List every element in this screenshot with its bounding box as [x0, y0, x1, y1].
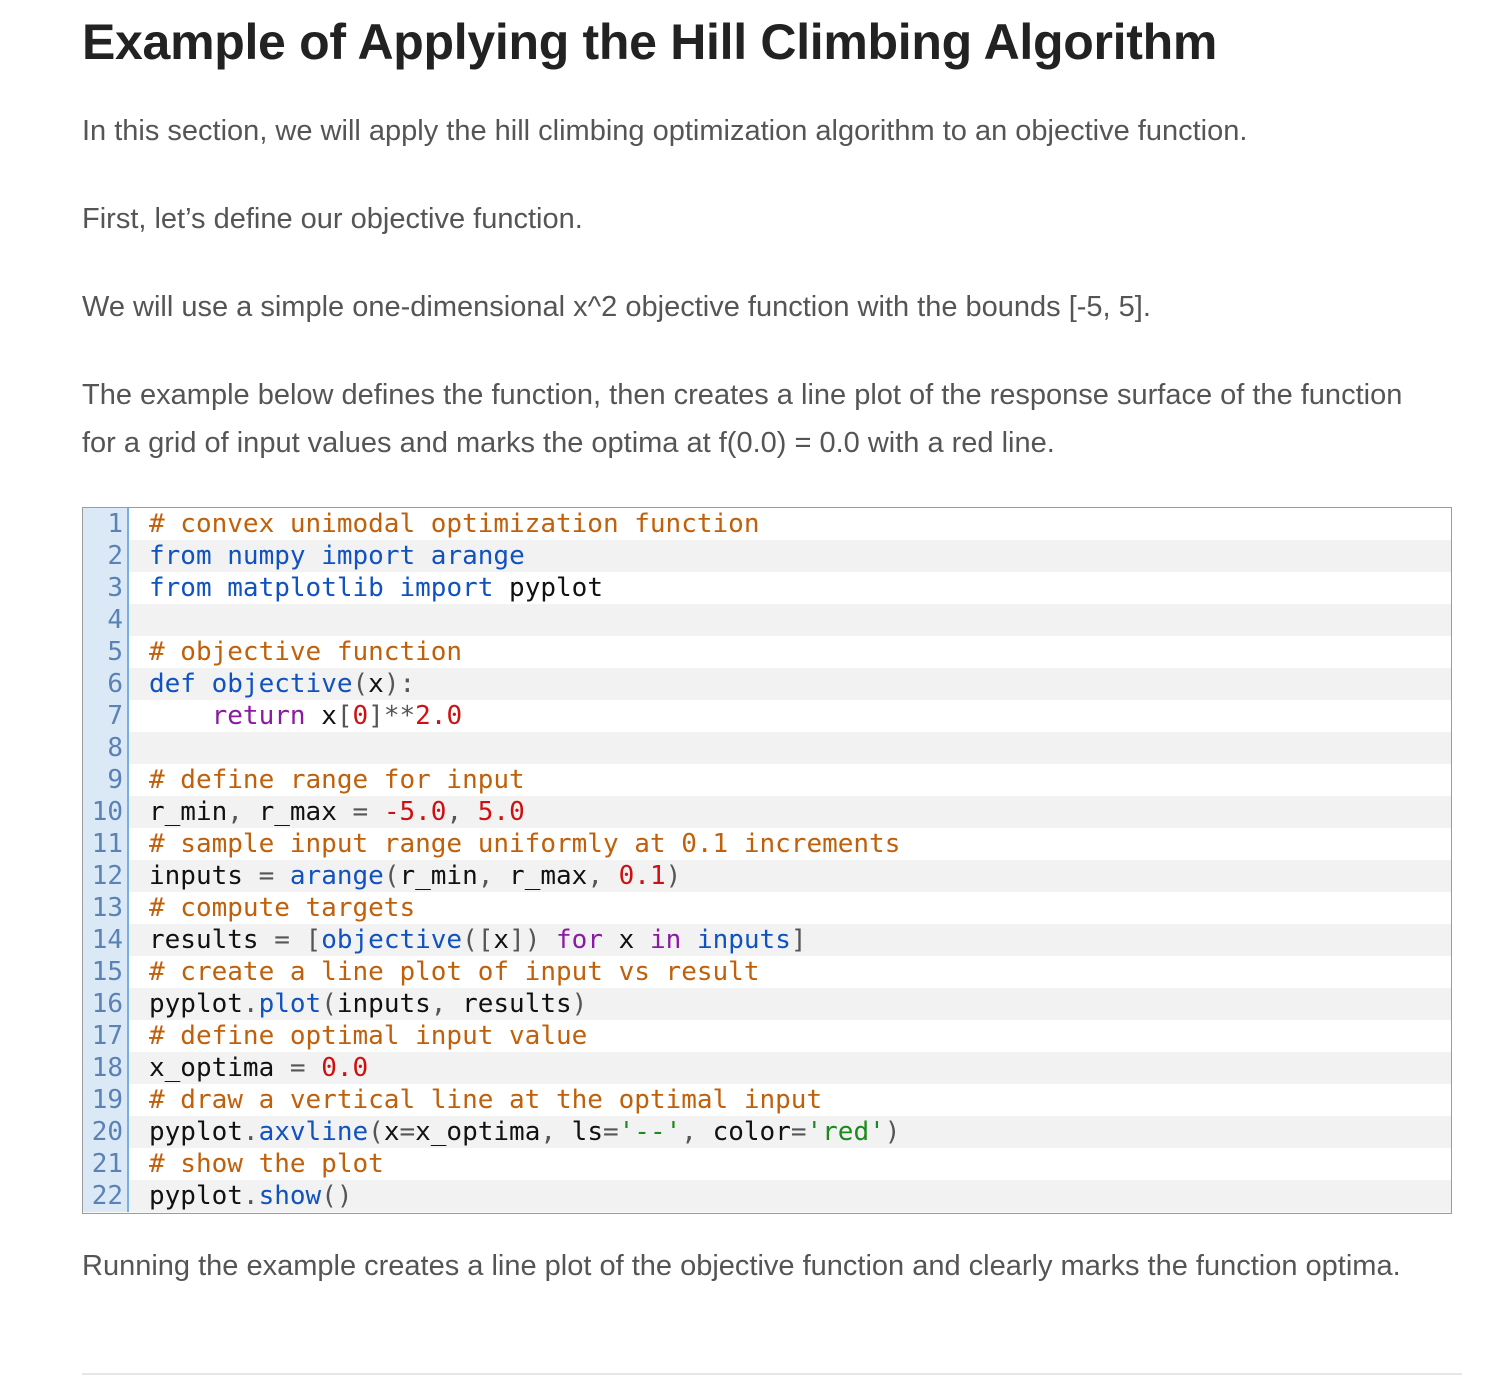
code-token: 5.0 — [477, 797, 525, 827]
code-token — [368, 797, 384, 827]
code-text — [149, 924, 807, 956]
example-paragraph: The example below defines the function, then creates a line plot of the response surface of the function for a grid of input values and marks the optima at f(0.0) = 0.0 with a red line. — [82, 379, 1403, 459]
code-token — [540, 925, 556, 955]
code-token: inputs — [696, 925, 791, 955]
code-token: results — [446, 989, 572, 1019]
code-token: # convex unimodal optimization function — [149, 509, 760, 539]
code-token — [212, 573, 228, 603]
code-token: ) — [884, 1117, 901, 1147]
code-token: # compute targets — [149, 893, 416, 923]
line-number: 15 — [83, 956, 129, 988]
line-number: 11 — [83, 828, 129, 860]
code-line — [83, 732, 1451, 764]
code-token: , — [227, 797, 243, 827]
line-number: 5 — [83, 636, 129, 668]
code-line — [83, 572, 1451, 604]
code-token: objective — [321, 925, 463, 955]
code-token: x — [383, 1117, 400, 1147]
code-line — [83, 860, 1451, 892]
line-number: 17 — [83, 1020, 129, 1052]
code-line — [83, 540, 1451, 572]
code-line — [83, 1148, 1451, 1180]
code-text — [149, 668, 415, 700]
code-text — [149, 988, 587, 1020]
code-line — [83, 988, 1451, 1020]
code-token: x_optima — [149, 1053, 290, 1083]
code-token: # objective function — [149, 637, 463, 667]
code-text — [149, 1084, 822, 1116]
code-text — [149, 636, 462, 668]
line-number: 12 — [83, 860, 129, 892]
code-line — [83, 892, 1451, 924]
code-token: , — [446, 797, 463, 827]
code-token: r_max — [493, 861, 588, 891]
code-line — [83, 764, 1451, 796]
code-token: [ — [305, 925, 322, 955]
code-token: # create a line plot of input vs result — [149, 957, 760, 987]
code-text — [149, 956, 759, 988]
code-line — [83, 1052, 1451, 1084]
code-token — [149, 701, 212, 731]
code-token: , — [477, 861, 494, 891]
code-token: 0.0 — [321, 1053, 369, 1083]
result-paragraph: Running the example creates a line plot of the objective function and clearly marks the function optima. — [82, 1250, 1401, 1282]
code-token: x_optima — [415, 1117, 541, 1147]
code-token: = — [602, 1117, 619, 1147]
section-heading: Example of Applying the Hill Climbing Algorithm — [82, 14, 1217, 70]
code-token — [603, 861, 619, 891]
code-line — [83, 1020, 1451, 1052]
code-token: return — [211, 701, 306, 731]
code-token: from — [149, 573, 212, 603]
code-token: plot — [258, 989, 322, 1019]
code-text — [149, 828, 900, 860]
code-text — [149, 892, 415, 924]
code-token: ([ — [462, 925, 494, 955]
code-token: ( — [352, 669, 369, 699]
code-token: import — [399, 573, 494, 603]
code-token: pyplot — [149, 989, 243, 1019]
line-number: 14 — [83, 924, 129, 956]
code-token: x — [493, 925, 510, 955]
code-block[interactable] — [82, 507, 1452, 1214]
line-number: 19 — [83, 1084, 129, 1116]
code-token: x — [603, 925, 650, 955]
code-token: , — [681, 1117, 697, 1147]
code-text — [149, 572, 603, 604]
code-token — [681, 925, 697, 955]
code-token: results — [149, 925, 275, 955]
bounds-paragraph: We will use a simple one-dimensional x^2 objective function with the bounds [-5, 5]. — [82, 291, 1151, 323]
code-token: r_min — [149, 797, 228, 827]
code-token: = — [258, 861, 275, 891]
code-line — [83, 828, 1451, 860]
code-token: , — [540, 1117, 557, 1147]
code-token — [290, 925, 306, 955]
code-token: , — [587, 861, 603, 891]
line-number: 22 — [83, 1180, 129, 1212]
code-token: r_max — [242, 797, 353, 827]
line-number: 18 — [83, 1052, 129, 1084]
line-number: 20 — [83, 1116, 129, 1148]
code-line — [83, 508, 1451, 540]
code-token: def — [149, 669, 196, 699]
code-token: arange — [430, 541, 525, 571]
code-text — [149, 540, 525, 572]
code-token: 0.1 — [618, 861, 666, 891]
code-line — [83, 668, 1451, 700]
code-text — [149, 764, 525, 796]
code-token: pyplot — [149, 1117, 243, 1147]
code-text — [149, 796, 525, 828]
code-token: from — [149, 541, 212, 571]
code-line — [83, 956, 1451, 988]
code-line — [83, 924, 1451, 956]
code-token: x — [368, 669, 384, 699]
code-token: ) — [571, 989, 588, 1019]
code-token: ( — [383, 861, 400, 891]
section-divider — [82, 1373, 1462, 1375]
line-number: 9 — [83, 764, 129, 796]
code-token — [306, 1053, 322, 1083]
code-line — [83, 636, 1451, 668]
code-token — [462, 797, 478, 827]
code-token: = — [274, 925, 290, 955]
code-line — [83, 604, 1451, 636]
code-token: () — [321, 1181, 353, 1211]
code-token — [196, 669, 212, 699]
line-number: 13 — [83, 892, 129, 924]
code-token: # define optimal input value — [149, 1021, 588, 1051]
code-token: . — [242, 1181, 259, 1211]
line-number: 7 — [83, 700, 129, 732]
code-token: -5.0 — [383, 797, 447, 827]
line-number: 21 — [83, 1148, 129, 1180]
code-token — [384, 573, 400, 603]
code-token: '--' — [618, 1117, 682, 1147]
code-token: . — [242, 1117, 259, 1147]
code-text — [149, 700, 462, 732]
code-token: ( — [321, 989, 337, 1019]
code-token — [415, 541, 431, 571]
code-token: = — [289, 1053, 306, 1083]
code-token: import — [321, 541, 416, 571]
code-token: x — [305, 701, 337, 731]
code-token: numpy — [227, 541, 306, 571]
code-token: ): — [383, 669, 416, 699]
code-text — [149, 1180, 353, 1212]
code-line — [83, 1180, 1451, 1212]
code-token: ] — [790, 925, 807, 955]
code-token: axvline — [258, 1117, 369, 1147]
code-token: # draw a vertical line at the optimal input — [149, 1085, 823, 1115]
code-token: # define range for input — [149, 765, 525, 795]
code-token: ( — [368, 1117, 384, 1147]
code-line — [83, 1116, 1451, 1148]
code-token: inputs — [149, 861, 259, 891]
code-token: # show the plot — [149, 1149, 384, 1179]
code-text — [149, 1148, 384, 1180]
line-number: 2 — [83, 540, 129, 572]
code-text — [149, 1020, 587, 1052]
code-text — [149, 860, 681, 892]
code-token: show — [258, 1181, 322, 1211]
code-token: objective — [211, 669, 353, 699]
code-token: = — [790, 1117, 807, 1147]
code-token: [ — [336, 701, 353, 731]
line-number: 10 — [83, 796, 129, 828]
code-token: inputs — [336, 989, 431, 1019]
code-token: ls — [556, 1117, 603, 1147]
code-token: for — [556, 925, 603, 955]
line-number: 3 — [83, 572, 129, 604]
code-token — [306, 541, 322, 571]
code-token: # sample input range uniformly at 0.1 increments — [149, 829, 901, 859]
line-number: 16 — [83, 988, 129, 1020]
code-token: ]** — [368, 701, 416, 731]
code-token: = — [399, 1117, 416, 1147]
code-line — [83, 796, 1451, 828]
code-token: . — [242, 989, 259, 1019]
code-token: = — [352, 797, 369, 827]
line-number: 4 — [83, 604, 129, 636]
code-token: in — [649, 925, 682, 955]
line-number: 1 — [83, 508, 129, 540]
code-text — [149, 508, 759, 540]
code-token: 2.0 — [415, 701, 463, 731]
code-token: color — [696, 1117, 791, 1147]
code-token: arange — [289, 861, 384, 891]
code-token — [274, 861, 290, 891]
code-token: ]) — [509, 925, 541, 955]
code-token: ) — [665, 861, 682, 891]
line-number: 6 — [83, 668, 129, 700]
code-text — [149, 1116, 900, 1148]
code-token: 0 — [352, 701, 369, 731]
code-token: r_min — [399, 861, 478, 891]
code-token: pyplot — [149, 1181, 243, 1211]
code-token: pyplot — [493, 573, 603, 603]
code-line — [83, 1084, 1451, 1116]
code-text — [149, 1052, 368, 1084]
code-token: matplotlib — [227, 573, 384, 603]
line-number: 8 — [83, 732, 129, 764]
code-token: 'red' — [806, 1117, 885, 1147]
code-line — [83, 700, 1451, 732]
code-token: , — [430, 989, 447, 1019]
code-token — [212, 541, 228, 571]
intro-paragraph: In this section, we will apply the hill climbing optimization algorithm to an objective function. — [82, 115, 1248, 147]
objective-paragraph: First, let’s define our objective function. — [82, 203, 583, 235]
